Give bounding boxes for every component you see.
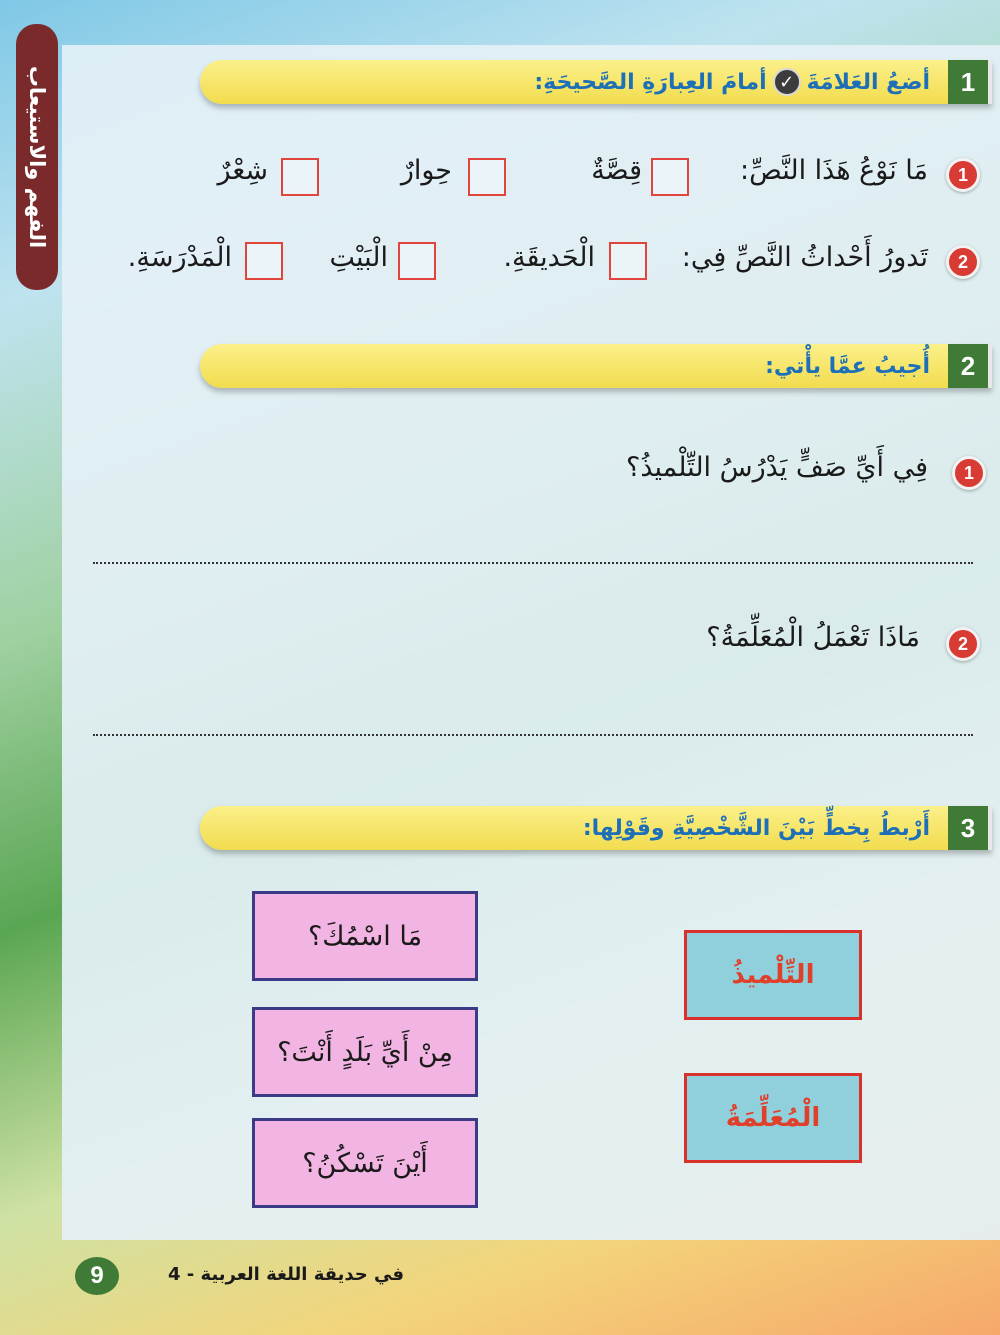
checkbox-option[interactable] bbox=[609, 242, 647, 280]
section2-number: 2 bbox=[948, 344, 992, 388]
answer-line[interactable] bbox=[93, 562, 973, 564]
checkbox-option[interactable] bbox=[245, 242, 283, 280]
question-text: فِي أَيِّ صَفٍّ يَدْرُسُ التِّلْميذُ؟ bbox=[625, 452, 928, 483]
checkbox-option[interactable] bbox=[398, 242, 436, 280]
checkbox-option[interactable] bbox=[281, 158, 319, 196]
character-box[interactable]: التِّلْميذُ bbox=[684, 930, 862, 1020]
option-label: شِعْرٌ bbox=[217, 155, 268, 186]
section1-banner bbox=[200, 60, 992, 104]
book-title: في حديقة اللغة العربية - 4 bbox=[168, 1264, 404, 1285]
option-label: حِوارٌ bbox=[400, 155, 452, 186]
checkbox-option[interactable] bbox=[468, 158, 506, 196]
saying-box[interactable]: مَا اسْمُكَ؟ bbox=[252, 891, 478, 981]
section-side-tab bbox=[16, 24, 58, 290]
section1-number: 1 bbox=[948, 60, 992, 104]
question-number: 1 bbox=[946, 158, 980, 192]
question-text: مَا نَوْعُ هَذَا النَّصِّ: bbox=[740, 155, 928, 186]
option-label: الْمَدْرَسَةِ. bbox=[127, 242, 232, 273]
section3-banner bbox=[200, 806, 992, 850]
question-number: 2 bbox=[946, 627, 980, 661]
question-text: تَدورُ أَحْداثُ النَّصِّ فِي: bbox=[681, 242, 928, 273]
option-label: الْبَيْتِ bbox=[329, 242, 388, 273]
section2-title: أُجيبُ عمَّا يأْتي: bbox=[765, 353, 930, 379]
section1-title-part2: أمامَ العِبارَةِ الصَّحيحَةِ: bbox=[534, 69, 767, 95]
question-number: 1 bbox=[952, 456, 986, 490]
side-tab-label: الفهم والاستيعاب bbox=[25, 65, 49, 249]
question-text: مَاذَا تَعْمَلُ الْمُعَلِّمَةُ؟ bbox=[706, 622, 920, 653]
character-box[interactable]: الْمُعَلِّمَةُ bbox=[684, 1073, 862, 1163]
section2-banner bbox=[200, 344, 992, 388]
option-label: قِصَّةٌ bbox=[591, 155, 642, 186]
saying-box[interactable]: أَيْنَ تَسْكُنُ؟ bbox=[252, 1118, 478, 1208]
page-number: 9 bbox=[75, 1257, 119, 1295]
checkmark-icon: ✓ bbox=[773, 68, 801, 96]
section1-title-part1: أضعُ العَلامَةَ bbox=[806, 69, 930, 95]
saying-box[interactable]: مِنْ أَيِّ بَلَدٍ أَنْتَ؟ bbox=[252, 1007, 478, 1097]
question-number: 2 bbox=[946, 245, 980, 279]
answer-line[interactable] bbox=[93, 734, 973, 736]
option-label: الْحَديقَةِ. bbox=[503, 242, 595, 273]
section3-title: أَرْبطُ بِخطٍّ بَيْنَ الشَّخْصِيَّةِ وقَوْلِها: bbox=[582, 815, 930, 841]
section1-title bbox=[534, 68, 948, 96]
section3-number: 3 bbox=[948, 806, 992, 850]
checkbox-option[interactable] bbox=[651, 158, 689, 196]
